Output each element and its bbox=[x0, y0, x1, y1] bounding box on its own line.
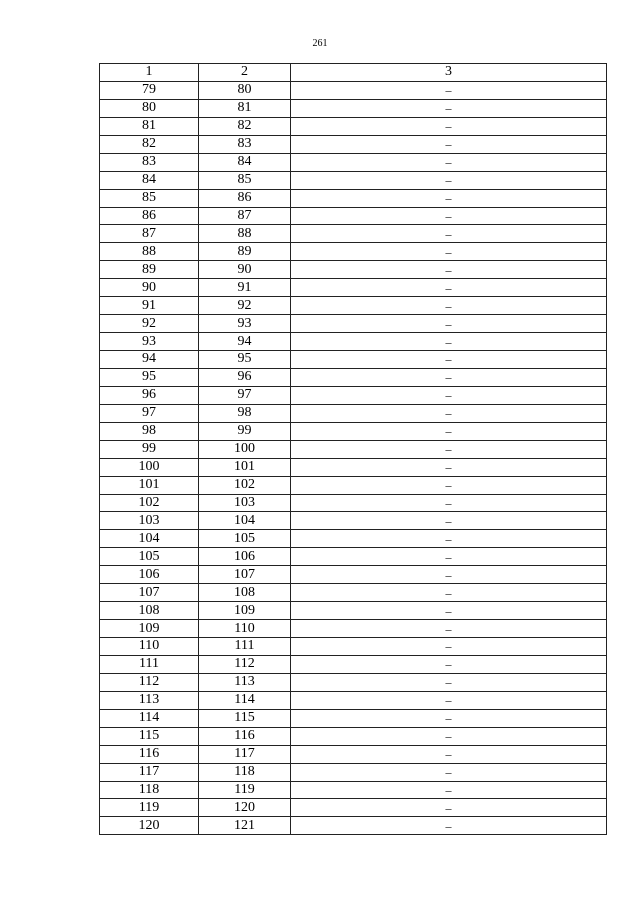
table-cell-col-3: – bbox=[291, 368, 607, 386]
page-number: 261 bbox=[312, 38, 328, 49]
table-cell-col-3: – bbox=[291, 799, 607, 817]
table-cell-col-1: 115 bbox=[100, 727, 199, 745]
table-row bbox=[100, 297, 607, 315]
table-cell-col-1: 79 bbox=[100, 81, 199, 99]
table-row bbox=[100, 584, 607, 602]
table-cell-col-3: – bbox=[291, 763, 607, 781]
table-cell-col-3: – bbox=[291, 404, 607, 422]
table-cell-col-3: – bbox=[291, 817, 607, 835]
table-row bbox=[100, 781, 607, 799]
table-cell-col-2: 120 bbox=[199, 799, 291, 817]
table-cell-col-1: 82 bbox=[100, 135, 199, 153]
table-cell-col-2: 80 bbox=[199, 81, 291, 99]
table-cell-col-3: – bbox=[291, 566, 607, 584]
table-row bbox=[100, 799, 607, 817]
table-cell-col-3: – bbox=[291, 512, 607, 530]
table-cell-col-2: 85 bbox=[199, 171, 291, 189]
table-cell-col-3: – bbox=[291, 476, 607, 494]
header-row bbox=[100, 64, 607, 82]
table-body bbox=[100, 81, 607, 834]
table-cell-col-2: 106 bbox=[199, 548, 291, 566]
table-cell-col-2: 91 bbox=[199, 279, 291, 297]
table-cell-col-3: – bbox=[291, 279, 607, 297]
table-row bbox=[100, 602, 607, 620]
table-cell-col-2: 110 bbox=[199, 620, 291, 638]
table-cell-col-1: 81 bbox=[100, 117, 199, 135]
table-row bbox=[100, 207, 607, 225]
table-cell-col-3: – bbox=[291, 727, 607, 745]
table-cell-col-2: 114 bbox=[199, 691, 291, 709]
table-cell-col-3: – bbox=[291, 655, 607, 673]
table-row bbox=[100, 566, 607, 584]
table-cell-col-2: 84 bbox=[199, 153, 291, 171]
table-cell-col-2: 94 bbox=[199, 333, 291, 351]
table-cell-col-2: 90 bbox=[199, 261, 291, 279]
table-cell-col-3: – bbox=[291, 494, 607, 512]
table-cell-col-3: – bbox=[291, 153, 607, 171]
table-cell-col-3: – bbox=[291, 135, 607, 153]
table-row bbox=[100, 548, 607, 566]
table-cell-col-3: – bbox=[291, 602, 607, 620]
table-cell-col-3: – bbox=[291, 243, 607, 261]
table-row bbox=[100, 745, 607, 763]
table-row bbox=[100, 368, 607, 386]
table-cell-col-3: – bbox=[291, 530, 607, 548]
table-cell-col-1: 98 bbox=[100, 422, 199, 440]
table-cell-col-2: 111 bbox=[199, 638, 291, 656]
table-cell-col-1: 91 bbox=[100, 297, 199, 315]
table-cell-col-1: 106 bbox=[100, 566, 199, 584]
table-cell-col-2: 117 bbox=[199, 745, 291, 763]
table-cell-col-2: 89 bbox=[199, 243, 291, 261]
table-cell-col-1: 111 bbox=[100, 655, 199, 673]
table-cell-col-3: – bbox=[291, 81, 607, 99]
table-row bbox=[100, 638, 607, 656]
table-cell-col-2: 98 bbox=[199, 404, 291, 422]
table-cell-col-3: – bbox=[291, 422, 607, 440]
table-cell-col-1: 84 bbox=[100, 171, 199, 189]
table-row bbox=[100, 727, 607, 745]
table-row bbox=[100, 817, 607, 835]
table-cell-col-3: – bbox=[291, 458, 607, 476]
table-cell-col-3: – bbox=[291, 297, 607, 315]
table-cell-col-1: 104 bbox=[100, 530, 199, 548]
table-cell-col-1: 108 bbox=[100, 602, 199, 620]
table-cell-col-2: 88 bbox=[199, 225, 291, 243]
table-row bbox=[100, 691, 607, 709]
table-cell-col-3: – bbox=[291, 584, 607, 602]
table-cell-col-1: 92 bbox=[100, 315, 199, 333]
table-cell-col-2: 118 bbox=[199, 763, 291, 781]
table-row bbox=[100, 135, 607, 153]
table-cell-col-1: 101 bbox=[100, 476, 199, 494]
table-cell-col-2: 115 bbox=[199, 709, 291, 727]
table-row bbox=[100, 422, 607, 440]
table-cell-col-2: 86 bbox=[199, 189, 291, 207]
table-cell-col-3: – bbox=[291, 207, 607, 225]
table-cell-col-1: 95 bbox=[100, 368, 199, 386]
table-cell-col-1: 113 bbox=[100, 691, 199, 709]
table-cell-col-3: – bbox=[291, 171, 607, 189]
table-cell-col-1: 107 bbox=[100, 584, 199, 602]
table-cell-col-3: – bbox=[291, 440, 607, 458]
table-cell-col-1: 83 bbox=[100, 153, 199, 171]
table-cell-col-2: 112 bbox=[199, 655, 291, 673]
table-cell-col-3: – bbox=[291, 548, 607, 566]
table-cell-col-3: – bbox=[291, 638, 607, 656]
table-cell-col-1: 112 bbox=[100, 673, 199, 691]
table-cell-col-3: – bbox=[291, 225, 607, 243]
table-cell-col-1: 105 bbox=[100, 548, 199, 566]
column-header-2: 2 bbox=[199, 64, 291, 82]
table-row bbox=[100, 512, 607, 530]
table-header bbox=[100, 64, 607, 82]
table-row bbox=[100, 673, 607, 691]
table-cell-col-2: 81 bbox=[199, 99, 291, 117]
table-row bbox=[100, 189, 607, 207]
table-cell-col-3: – bbox=[291, 333, 607, 351]
table-cell-col-3: – bbox=[291, 351, 607, 369]
table-row bbox=[100, 225, 607, 243]
table-row bbox=[100, 404, 607, 422]
table-cell-col-1: 87 bbox=[100, 225, 199, 243]
table-cell-col-3: – bbox=[291, 691, 607, 709]
table-cell-col-1: 114 bbox=[100, 709, 199, 727]
table-row bbox=[100, 440, 607, 458]
table-cell-col-1: 96 bbox=[100, 386, 199, 404]
table-cell-col-2: 87 bbox=[199, 207, 291, 225]
table-row bbox=[100, 243, 607, 261]
table-cell-col-2: 82 bbox=[199, 117, 291, 135]
table-cell-col-1: 100 bbox=[100, 458, 199, 476]
table-cell-col-2: 102 bbox=[199, 476, 291, 494]
table-cell-col-2: 100 bbox=[199, 440, 291, 458]
column-header-1: 1 bbox=[100, 64, 199, 82]
table-cell-col-2: 108 bbox=[199, 584, 291, 602]
table-cell-col-1: 120 bbox=[100, 817, 199, 835]
table-cell-col-3: – bbox=[291, 261, 607, 279]
table-cell-col-1: 93 bbox=[100, 333, 199, 351]
table-cell-col-3: – bbox=[291, 315, 607, 333]
table-cell-col-3: – bbox=[291, 189, 607, 207]
table-cell-col-1: 117 bbox=[100, 763, 199, 781]
table-cell-col-3: – bbox=[291, 709, 607, 727]
table-cell-col-1: 110 bbox=[100, 638, 199, 656]
table-cell-col-1: 88 bbox=[100, 243, 199, 261]
table-row bbox=[100, 81, 607, 99]
table-row bbox=[100, 763, 607, 781]
table-cell-col-2: 83 bbox=[199, 135, 291, 153]
table-row bbox=[100, 333, 607, 351]
table-cell-col-2: 95 bbox=[199, 351, 291, 369]
table-cell-col-3: – bbox=[291, 620, 607, 638]
table-cell-col-1: 116 bbox=[100, 745, 199, 763]
table-cell-col-2: 103 bbox=[199, 494, 291, 512]
table-row bbox=[100, 315, 607, 333]
table-cell-col-2: 121 bbox=[199, 817, 291, 835]
table-cell-col-2: 119 bbox=[199, 781, 291, 799]
table-cell-col-2: 109 bbox=[199, 602, 291, 620]
table-cell-col-3: – bbox=[291, 99, 607, 117]
table-cell-col-2: 93 bbox=[199, 315, 291, 333]
table-row bbox=[100, 386, 607, 404]
table-row bbox=[100, 261, 607, 279]
table-row bbox=[100, 279, 607, 297]
table-cell-col-1: 85 bbox=[100, 189, 199, 207]
table-cell-col-2: 101 bbox=[199, 458, 291, 476]
table-cell-col-2: 99 bbox=[199, 422, 291, 440]
table-cell-col-2: 105 bbox=[199, 530, 291, 548]
table-cell-col-1: 90 bbox=[100, 279, 199, 297]
table-cell-col-2: 107 bbox=[199, 566, 291, 584]
table-cell-col-3: – bbox=[291, 745, 607, 763]
table-row bbox=[100, 530, 607, 548]
table-cell-col-2: 92 bbox=[199, 297, 291, 315]
table-cell-col-2: 96 bbox=[199, 368, 291, 386]
table-cell-col-1: 97 bbox=[100, 404, 199, 422]
table-cell-col-1: 109 bbox=[100, 620, 199, 638]
data-table bbox=[99, 63, 607, 835]
table-cell-col-3: – bbox=[291, 117, 607, 135]
table-cell-col-1: 86 bbox=[100, 207, 199, 225]
table-row bbox=[100, 620, 607, 638]
table-cell-col-2: 97 bbox=[199, 386, 291, 404]
table-row bbox=[100, 117, 607, 135]
table-row bbox=[100, 709, 607, 727]
table-row bbox=[100, 494, 607, 512]
table-cell-col-3: – bbox=[291, 386, 607, 404]
table-cell-col-3: – bbox=[291, 673, 607, 691]
table-cell-col-3: – bbox=[291, 781, 607, 799]
table-cell-col-1: 99 bbox=[100, 440, 199, 458]
table-row bbox=[100, 476, 607, 494]
table-cell-col-1: 94 bbox=[100, 351, 199, 369]
table-row bbox=[100, 655, 607, 673]
table-row bbox=[100, 171, 607, 189]
table-cell-col-2: 113 bbox=[199, 673, 291, 691]
table-row bbox=[100, 458, 607, 476]
table-cell-col-1: 118 bbox=[100, 781, 199, 799]
table-cell-col-1: 89 bbox=[100, 261, 199, 279]
table-cell-col-1: 103 bbox=[100, 512, 199, 530]
table-cell-col-1: 102 bbox=[100, 494, 199, 512]
table-row bbox=[100, 351, 607, 369]
table-cell-col-2: 104 bbox=[199, 512, 291, 530]
column-header-3: 3 bbox=[291, 64, 607, 82]
table-cell-col-1: 80 bbox=[100, 99, 199, 117]
table-row bbox=[100, 99, 607, 117]
table-row bbox=[100, 153, 607, 171]
table-cell-col-2: 116 bbox=[199, 727, 291, 745]
table-cell-col-1: 119 bbox=[100, 799, 199, 817]
